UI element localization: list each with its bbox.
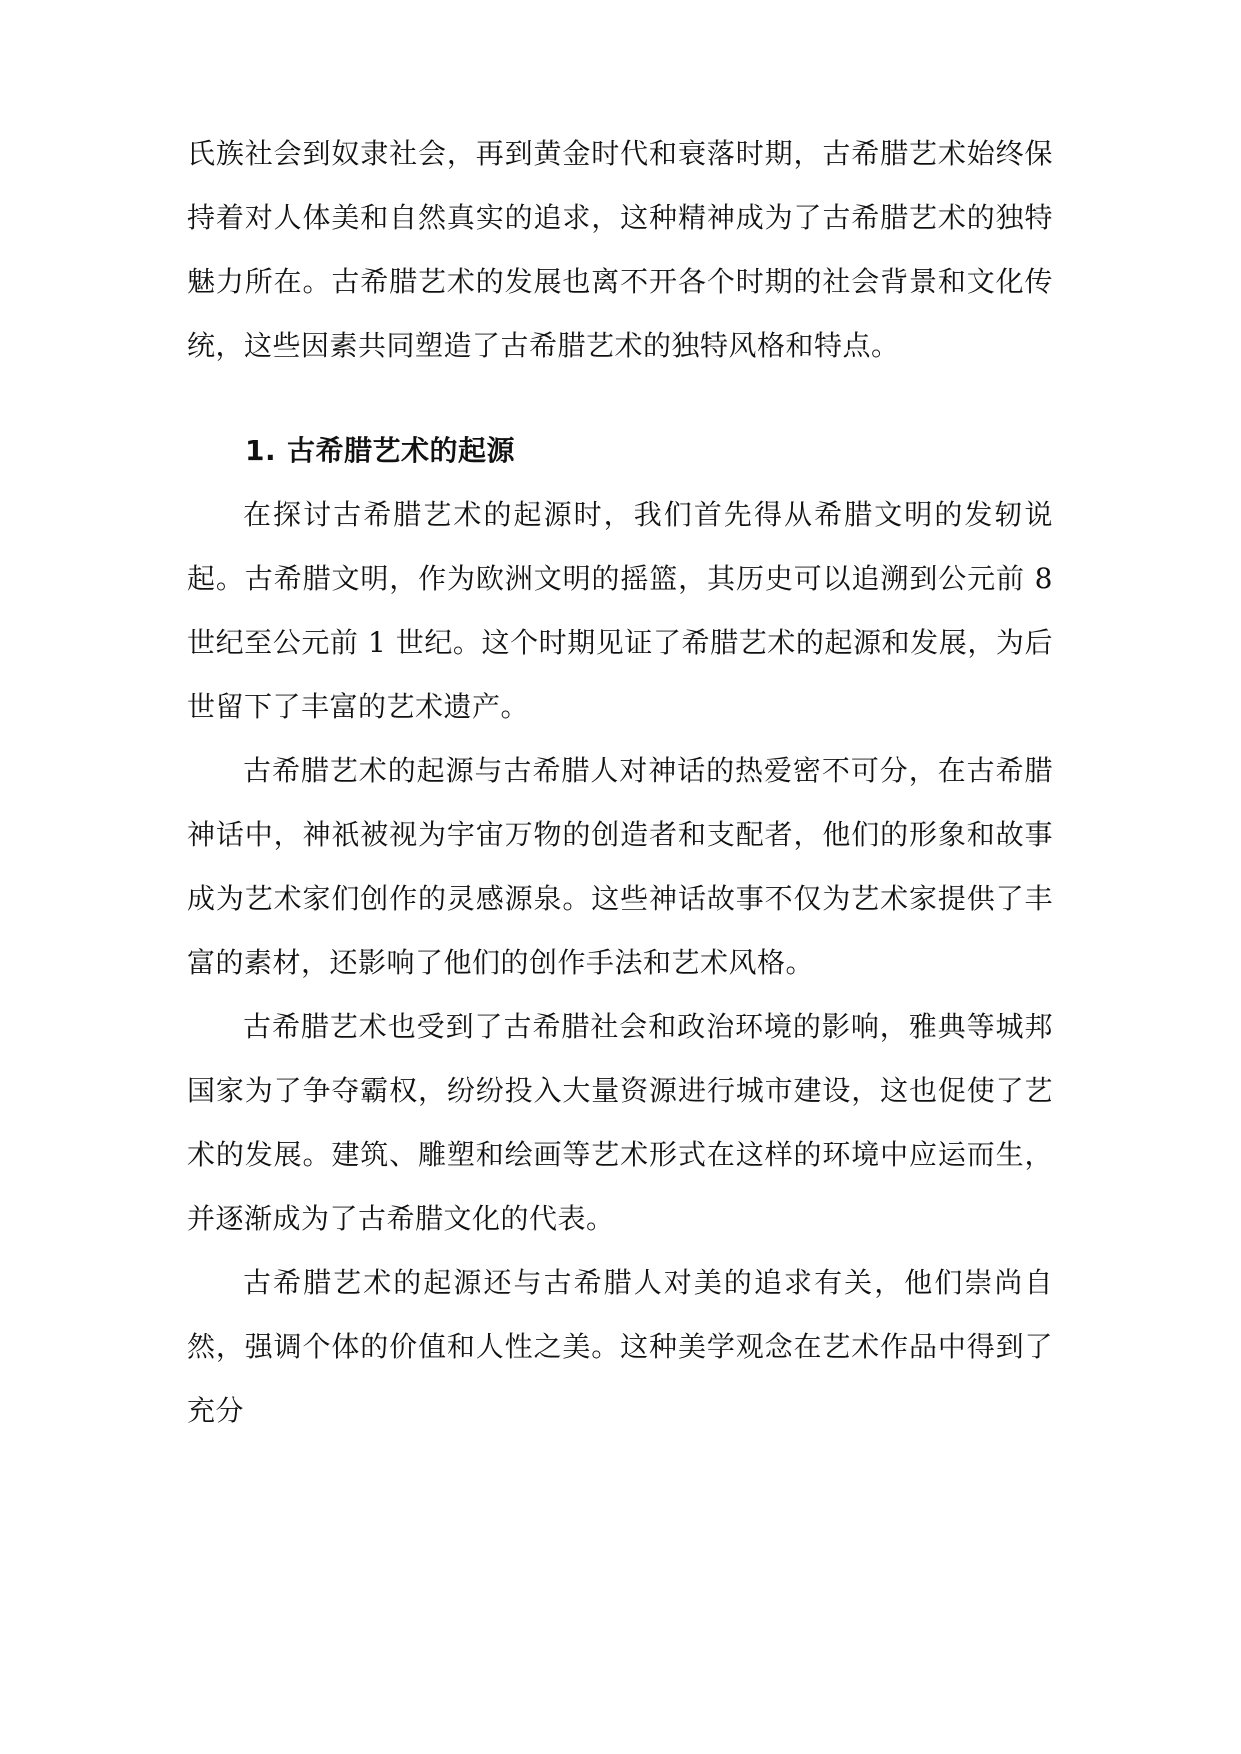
section-number: 1. bbox=[245, 434, 277, 467]
paragraph-4: 古希腊艺术的起源还与古希腊人对美的追求有关，他们崇尚自然，强调个体的价值和人性之美。这种美学观念在艺术作品中得到了充分 bbox=[187, 1266, 1053, 1427]
intro-block bbox=[187, 122, 1053, 378]
section-block bbox=[187, 419, 1053, 1443]
paragraph-1: 在探讨古希腊艺术的起源时，我们首先得从希腊文明的发轫说起。古希腊文明，作为欧洲文明的摇篮，其历史可以追溯到公元前 8 世纪至公元前 1 世纪。这个时期见证了希腊艺术的起源和发展，为后世留下了丰富的艺术遗产。 bbox=[187, 498, 1053, 723]
paragraph-2: 古希腊艺术的起源与古希腊人对神话的热爱密不可分，在古希腊神话中，神祇被视为宇宙万物的创造者和支配者，他们的形象和故事成为艺术家们创作的灵感源泉。这些神话故事不仅为艺术家提供了丰富的素材，还影响了他们的创作手法和艺术风格。 bbox=[187, 754, 1053, 979]
section-heading bbox=[187, 419, 1053, 483]
intro-paragraph: 氏族社会到奴隶社会，再到黄金时代和衰落时期，古希腊艺术始终保持着对人体美和自然真实的追求，这种精神成为了古希腊艺术的独特魅力所在。古希腊艺术的发展也离不开各个时期的社会背景和文化传统，这些因素共同塑造了古希腊艺术的独特风格和特点。 bbox=[187, 137, 1053, 362]
section-title: 古希腊艺术的起源 bbox=[287, 434, 516, 467]
paragraph-3: 古希腊艺术也受到了古希腊社会和政治环境的影响，雅典等城邦国家为了争夺霸权，纷纷投入大量资源进行城市建设，这也促使了艺术的发展。建筑、雕塑和绘画等艺术形式在这样的环境中应运而生，并逐渐成为了古希腊文化的代表。 bbox=[187, 1010, 1053, 1235]
